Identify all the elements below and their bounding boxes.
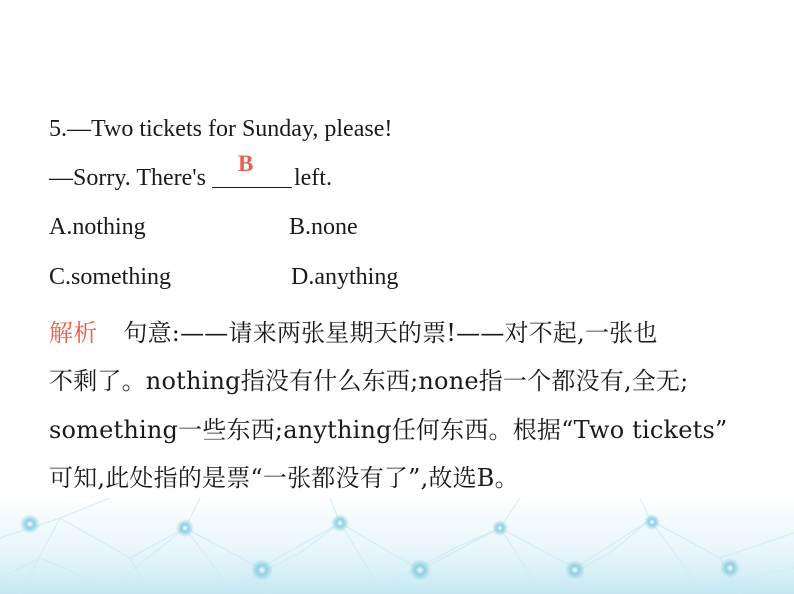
decor-node bbox=[720, 558, 740, 578]
decor-node bbox=[565, 560, 585, 580]
option-d: D.anything bbox=[291, 264, 399, 290]
question-stem: 5.—Two tickets for Sunday, please! bbox=[49, 116, 393, 142]
decor-node bbox=[644, 514, 660, 530]
explanation-line-2: 不剩了。nothing指没有什么东西;none指一个都没有,全无; bbox=[49, 367, 689, 395]
decorative-network-background bbox=[0, 498, 794, 594]
option-c: C.something bbox=[49, 264, 172, 290]
decor-node bbox=[409, 559, 431, 581]
explanation-line-3: something一些东西;anything任何东西。根据“Two tickets” bbox=[49, 416, 728, 444]
option-a: A.nothing bbox=[49, 214, 146, 240]
explanation-tag: 解析 bbox=[49, 319, 98, 347]
decor-node bbox=[20, 514, 40, 534]
option-b: B.none bbox=[289, 214, 358, 240]
decor-node bbox=[492, 520, 508, 536]
answer-letter: B bbox=[237, 151, 254, 176]
question-response bbox=[49, 151, 332, 193]
explanation-line-4: 可知,此处指的是票“一张都没有了”,故选B。 bbox=[49, 464, 519, 492]
explanation-text-1: 句意:——请来两张星期天的票!——对不起,一张也 bbox=[123, 319, 658, 347]
decor-node bbox=[251, 559, 273, 581]
explanation-line-1 bbox=[49, 318, 658, 348]
answer-blank bbox=[212, 151, 292, 188]
response-text-before: —Sorry. There's bbox=[49, 165, 206, 191]
response-text-after: left. bbox=[293, 165, 332, 191]
decor-node bbox=[176, 519, 194, 537]
decor-node bbox=[331, 514, 349, 532]
